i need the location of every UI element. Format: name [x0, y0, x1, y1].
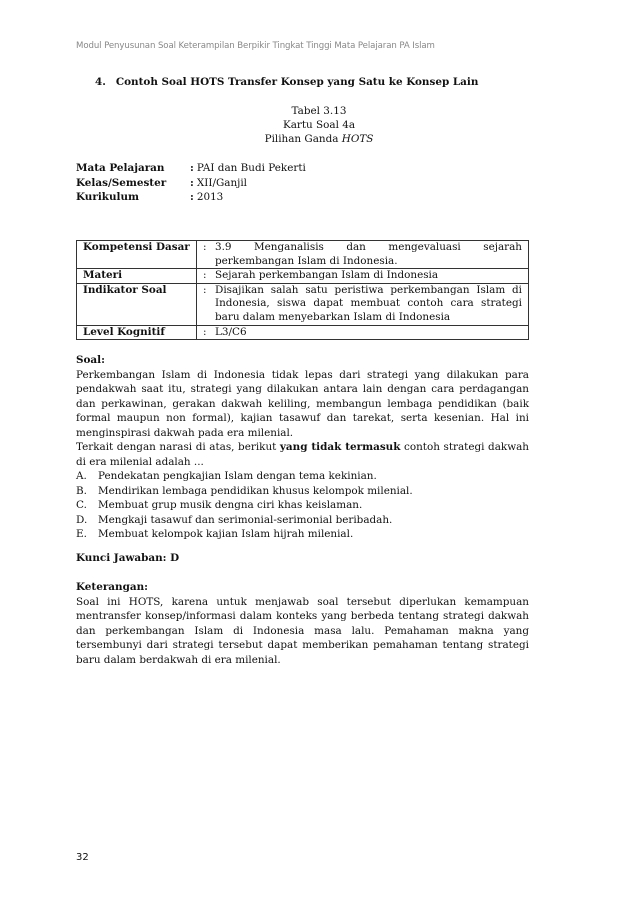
section-title: Contoh Soal HOTS Transfer Konsep yang Satu ke Konsep Lain [115, 76, 479, 88]
option-text: Pendekatan pengkajian Islam dengan tema kekinian. [98, 470, 377, 482]
table-number: Tabel 3.13 [291, 105, 347, 117]
answer-key: Kunci Jawaban: D [76, 552, 180, 564]
answer-option [76, 527, 529, 542]
table-value: Sejarah perkembangan Islam di Indonesia [215, 269, 439, 282]
table-colon: : [203, 241, 207, 253]
table-value-cell [197, 325, 529, 340]
meta-value: PAI dan Budi Pekerti [196, 162, 306, 174]
running-header: Modul Penyusunan Soal Keterampilan Berpikir Tingkat Tinggi Mata Pelajaran PA Islam [76, 41, 435, 51]
question-prompt [76, 440, 529, 469]
page-number: 32 [76, 852, 89, 863]
meta-colon: : [190, 191, 194, 203]
meta-colon: : [190, 176, 194, 189]
option-text: Membuat grup musik dengna ciri khas keislaman. [98, 499, 363, 511]
table-key: Kompetensi Dasar [77, 241, 197, 269]
table-colon: : [203, 269, 207, 282]
meta-value: 2013 [196, 191, 224, 203]
question-paragraph: Perkembangan Islam di Indonesia tidak lepas dari strategi yang dilakukan para pendakwah saat itu, strategi yang dilakukan antara lain dengan cara perdagangan dan perkawinan, gerakan dakwah keliling, membangun lembaga pendidikan (baik formal maupun non formal), kajian tasawuf dan tarekat, serta kesenian. Hal ini menginspirasi dakwah pada era milenial. [76, 368, 529, 439]
meta-label: Mata Pelajaran [76, 162, 165, 174]
option-letter: E. [76, 528, 87, 540]
option-text: Membuat kelompok kajian Islam hijrah milenial. [98, 528, 354, 540]
option-letter: B. [76, 484, 87, 497]
table-value: Disajikan salah satu peristiwa perkembangan Islam di Indonesia, siswa dapat membuat contoh cara strategi baru dalam menyebarkan Islam di Indonesia [215, 283, 522, 323]
meta-row [76, 161, 306, 176]
explanation-block [76, 580, 529, 667]
explanation-label: Keterangan: [76, 581, 148, 593]
table-value-cell [197, 241, 529, 269]
table-key: Level Kognitif [77, 325, 197, 340]
meta-row [76, 176, 306, 191]
table-key: Materi [77, 269, 197, 284]
table-value-cell [197, 283, 529, 325]
competency-table [76, 240, 529, 340]
table-value: 3.9 Menganalisis dan mengevaluasi sejarah perkembangan Islam di Indonesia. [215, 241, 522, 267]
option-letter: C. [76, 499, 87, 511]
table-colon: : [203, 325, 207, 338]
question-block [76, 353, 529, 542]
answer-option [76, 484, 529, 499]
question-type-italic: HOTS [341, 133, 374, 145]
table-value-cell [197, 269, 529, 284]
meta-label: Kelas/Semester [76, 176, 167, 189]
table-row [77, 269, 529, 284]
meta-row [76, 190, 306, 205]
meta-value: XII/Ganjil [196, 176, 248, 189]
answer-options [76, 469, 529, 542]
answer-option [76, 469, 529, 484]
answer-option [76, 498, 529, 513]
option-letter: D. [76, 513, 88, 526]
prompt-before: Terkait dengan narasi di atas, berikut [76, 441, 280, 453]
meta-colon: : [190, 162, 194, 174]
card-title: Kartu Soal 4a [282, 119, 356, 131]
option-text: Mendirikan lembaga pendidikan khusus kelompok milenial. [98, 484, 413, 497]
option-text: Mengkaji tasawuf dan serimonial-serimonial beribadah. [98, 513, 393, 526]
table-colon: : [203, 283, 207, 296]
table-row [77, 241, 529, 269]
section-heading [95, 76, 478, 88]
prompt-bold: yang tidak termasuk [279, 441, 401, 453]
table-key: Indikator Soal [77, 283, 197, 325]
section-number: 4. [95, 76, 106, 88]
table-value: L3/C6 [215, 325, 247, 338]
subject-meta [76, 161, 306, 205]
meta-label: Kurikulum [76, 191, 140, 203]
option-letter: A. [76, 470, 87, 482]
question-type [0, 132, 638, 146]
answer-option [76, 513, 529, 528]
question-label: Soal: [76, 354, 105, 366]
question-type-prefix: Pilihan Ganda [264, 133, 342, 145]
explanation-text: Soal ini HOTS, karena untuk menjawab soal tersebut diperlukan kemampuan mentransfer konsep/informasi dalam konteks yang berbeda tentang strategi dakwah dan perkembangan Islam di Indonesia masa lalu. Pemahaman makna yang tersembunyi dari strategi tersebut dapat memberikan pemahaman tentang strategi baru dalam berdakwah di era milenial. [76, 595, 529, 666]
prompt-after: contoh strategi dakwah di era milenial adalah ... [76, 441, 529, 468]
table-row [77, 325, 529, 340]
table-row [77, 283, 529, 325]
